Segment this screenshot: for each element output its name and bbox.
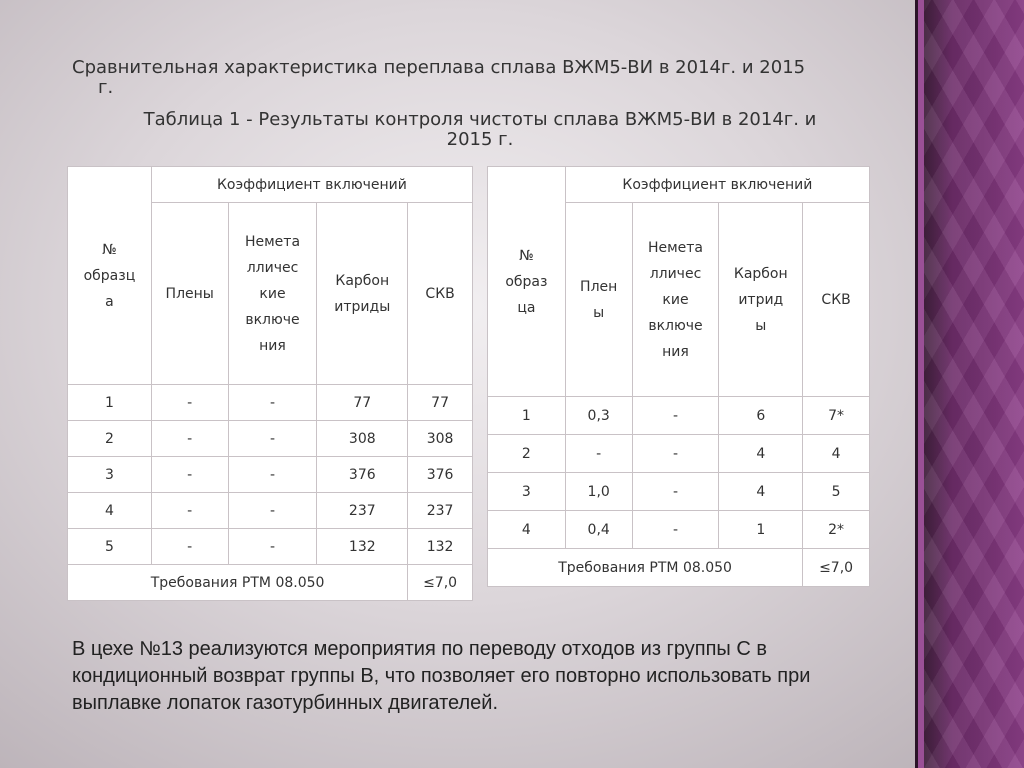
cell-carbonitrides: 1 <box>719 511 803 549</box>
cell-films: - <box>565 435 632 473</box>
cell-skv: 237 <box>408 493 473 529</box>
cell-nonmetal: - <box>228 385 317 421</box>
cell-skv: 7* <box>803 397 870 435</box>
cell-skv: 4 <box>803 435 870 473</box>
table-row <box>68 529 473 565</box>
col-header-sample: № образц а <box>68 167 152 385</box>
col-header-carbonitrides: Карбон итриды <box>317 203 408 385</box>
cell-films: - <box>151 529 228 565</box>
table-row <box>68 385 473 421</box>
col-header-group: Коэффициент включений <box>151 167 472 203</box>
cell-n: 2 <box>68 421 152 457</box>
cell-films: 0,4 <box>565 511 632 549</box>
cell-nonmetal: - <box>228 493 317 529</box>
cell-n: 1 <box>68 385 152 421</box>
col-header-films: Плены <box>151 203 228 385</box>
cell-carbonitrides: 4 <box>719 473 803 511</box>
cell-carbonitrides: 308 <box>317 421 408 457</box>
cell-n: 2 <box>488 435 566 473</box>
col-header-skv: СКВ <box>803 203 870 397</box>
cell-n: 5 <box>68 529 152 565</box>
cell-n: 4 <box>68 493 152 529</box>
cell-films: - <box>151 385 228 421</box>
cell-carbonitrides: 77 <box>317 385 408 421</box>
col-header-skv: СКВ <box>408 203 473 385</box>
cell-skv: 5 <box>803 473 870 511</box>
cell-nonmetal: - <box>228 457 317 493</box>
decorative-side-stripe <box>918 0 924 768</box>
cell-films: 1,0 <box>565 473 632 511</box>
col-header-films: Плен ы <box>565 203 632 397</box>
cell-skv: 376 <box>408 457 473 493</box>
cell-carbonitrides: 237 <box>317 493 408 529</box>
cell-n: 3 <box>488 473 566 511</box>
table-row <box>488 473 870 511</box>
table-row <box>68 421 473 457</box>
requirement-label: Требования РТМ 08.050 <box>488 549 803 587</box>
cell-films: - <box>151 457 228 493</box>
cell-skv: 308 <box>408 421 473 457</box>
cell-skv: 77 <box>408 385 473 421</box>
cell-nonmetal: - <box>632 473 719 511</box>
table-caption <box>80 110 880 150</box>
decorative-side-band <box>915 0 1024 768</box>
cell-n: 3 <box>68 457 152 493</box>
col-header-nonmetal: Немета лличес кие включе ния <box>632 203 719 397</box>
table-2014 <box>67 166 473 601</box>
col-header-nonmetal: Немета лличес кие включе ния <box>228 203 317 385</box>
cell-n: 4 <box>488 511 566 549</box>
cell-nonmetal: - <box>632 435 719 473</box>
table-row <box>488 397 870 435</box>
col-header-carbonitrides: Карбон итрид ы <box>719 203 803 397</box>
cell-nonmetal: - <box>228 421 317 457</box>
slide-title-line1: Сравнительная характеристика переплава сплава ВЖМ5-ВИ в 2014г. и 2015 <box>72 57 806 78</box>
table-caption-line1: Таблица 1 - Результаты контроля чистоты сплава ВЖМ5-ВИ в 2014г. и <box>143 109 817 130</box>
col-header-sample: № образ ца <box>488 167 566 397</box>
table-row <box>488 435 870 473</box>
col-header-group: Коэффициент включений <box>565 167 869 203</box>
cell-films: - <box>151 421 228 457</box>
slide-title-line1-cont: г. <box>98 77 114 98</box>
cell-carbonitrides: 4 <box>719 435 803 473</box>
table-row <box>68 493 473 529</box>
cell-nonmetal: - <box>632 511 719 549</box>
cell-carbonitrides: 132 <box>317 529 408 565</box>
cell-skv: 2* <box>803 511 870 549</box>
slide-title <box>72 58 872 98</box>
cell-skv: 132 <box>408 529 473 565</box>
body-paragraph: В цехе №13 реализуются мероприятия по переводу отходов из группы С в кондиционный возврат группы В, что позволяет его повторно использовать при выплавке лопаток газотурбинных двигателей. <box>72 638 811 714</box>
table-caption-line2: 2015 г. <box>446 129 514 150</box>
table-row <box>488 511 870 549</box>
cell-carbonitrides: 6 <box>719 397 803 435</box>
cell-n: 1 <box>488 397 566 435</box>
cell-nonmetal: - <box>632 397 719 435</box>
requirement-label: Требования РТМ 08.050 <box>68 565 408 601</box>
requirement-value: ≤7,0 <box>408 565 473 601</box>
table-row <box>68 457 473 493</box>
table-2015 <box>487 166 870 587</box>
cell-films: 0,3 <box>565 397 632 435</box>
cell-carbonitrides: 376 <box>317 457 408 493</box>
cell-nonmetal: - <box>228 529 317 565</box>
cell-films: - <box>151 493 228 529</box>
requirement-value: ≤7,0 <box>803 549 870 587</box>
